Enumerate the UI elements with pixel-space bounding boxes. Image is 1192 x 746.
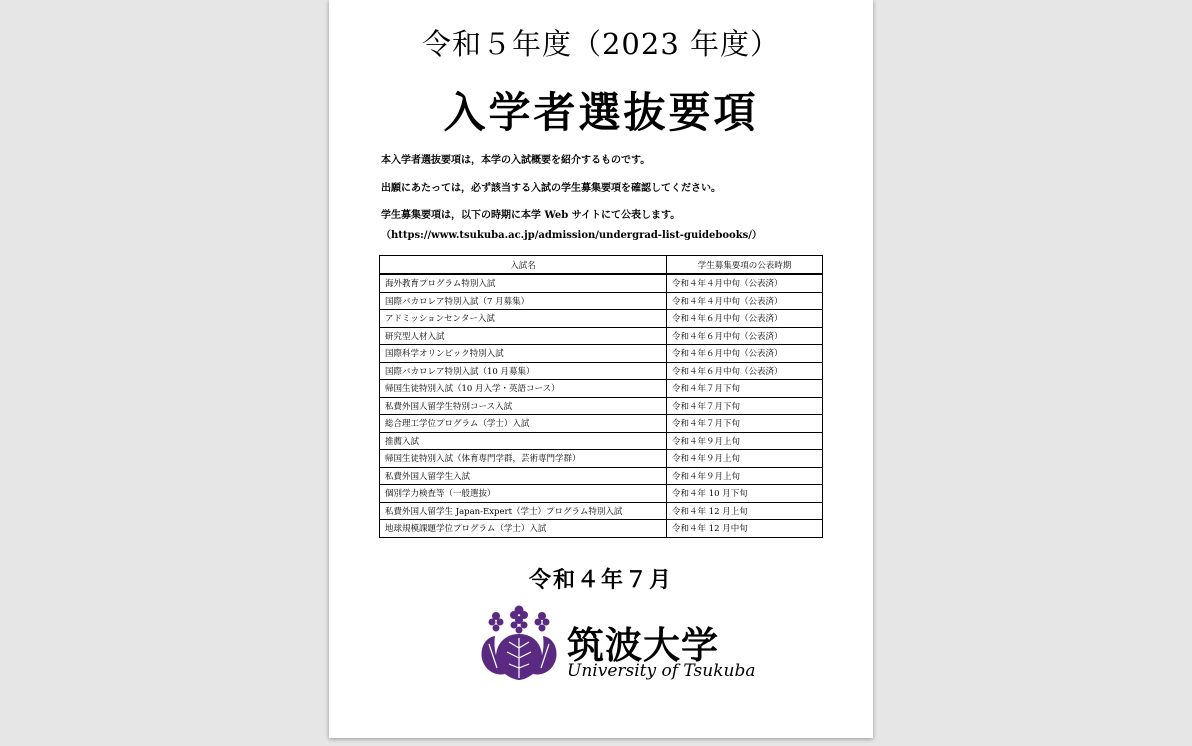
publish-time-cell: 令和４年６月中旬（公表済） bbox=[667, 345, 823, 363]
exam-name-cell: 国際科学オリンピック特別入試 bbox=[380, 345, 667, 363]
exam-name-cell: 私費外国人留学生 Japan-Expert（学士）プログラム特別入試 bbox=[380, 502, 667, 520]
document-page bbox=[329, 0, 873, 738]
exam-name-cell: 推薦入試 bbox=[380, 432, 667, 450]
publish-time-cell: 令和４年 12 月上旬 bbox=[667, 502, 823, 520]
table-row bbox=[380, 502, 823, 520]
publish-time-cell: 令和４年６月中旬（公表済） bbox=[667, 327, 823, 345]
publish-time-cell: 令和４年７月下旬 bbox=[667, 380, 823, 398]
table-row bbox=[380, 292, 823, 310]
publish-time-cell: 令和４年６月中旬（公表済） bbox=[667, 362, 823, 380]
publish-time-cell: 令和４年 10 月下旬 bbox=[667, 485, 823, 503]
university-logo bbox=[479, 601, 756, 685]
publish-time-cell: 令和４年４月中旬（公表済） bbox=[667, 292, 823, 310]
exam-name-cell: 総合理工学位プログラム（学士）入試 bbox=[380, 415, 667, 433]
table-row bbox=[380, 485, 823, 503]
publish-time-cell: 令和４年９月上旬 bbox=[667, 467, 823, 485]
exam-name-cell: 私費外国人留学生特別コース入試 bbox=[380, 397, 667, 415]
header-publish-time: 学生募集要項の公表時期 bbox=[667, 256, 823, 275]
intro-paragraph-1: 本入学者選抜要項は，本学の入試概要を紹介するものです。 bbox=[381, 155, 651, 166]
intro-paragraph-2: 出願にあたっては，必ず該当する入試の学生募集要項を確認してください。 bbox=[381, 183, 721, 194]
exam-name-cell: 個別学力検査等（一般選抜） bbox=[380, 485, 667, 503]
exam-name-cell: 国際バカロレア特別入試（10 月募集） bbox=[380, 362, 667, 380]
exam-name-cell: 帰国生徒特別入試（10 月入学・英語コース） bbox=[380, 380, 667, 398]
exam-name-cell: 私費外国人留学生入試 bbox=[380, 467, 667, 485]
table-row bbox=[380, 397, 823, 415]
guidebook-url: （https://www.tsukuba.ac.jp/admission/undergrad-list-guidebooks/） bbox=[381, 230, 762, 241]
intro-paragraph-3: 学生募集要項は，以下の時期に本学 Web サイトにて公表します。 bbox=[381, 210, 681, 221]
page-title: 入学者選抜要項 bbox=[443, 88, 759, 137]
publish-time-cell: 令和４年 12 月中旬 bbox=[667, 520, 823, 538]
table-header-row bbox=[380, 256, 823, 275]
exam-name-cell: 地球規模課題学位プログラム（学士）入試 bbox=[380, 520, 667, 538]
publish-time-cell: 令和４年６月中旬（公表済） bbox=[667, 310, 823, 328]
exam-name-cell: 国際バカロレア特別入試（7 月募集） bbox=[380, 292, 667, 310]
university-name-en: University of Tsukuba bbox=[567, 661, 756, 681]
exam-name-cell: 帰国生徒特別入試（体育専門学群，芸術専門学群） bbox=[380, 450, 667, 468]
schedule-table bbox=[379, 255, 823, 538]
publish-time-cell: 令和４年９月上旬 bbox=[667, 432, 823, 450]
table-row bbox=[380, 415, 823, 433]
exam-name-cell: アドミッションセンター入試 bbox=[380, 310, 667, 328]
university-name-jp: 筑波大学 bbox=[567, 623, 719, 667]
paulownia-crest-icon bbox=[479, 602, 559, 682]
title-year: 令和５年度（2023 年度） bbox=[421, 27, 781, 61]
exam-name-cell: 海外教育プログラム特別入試 bbox=[380, 274, 667, 292]
table-row bbox=[380, 520, 823, 538]
issue-date: 令和４年７月 bbox=[528, 567, 673, 593]
table-row bbox=[380, 310, 823, 328]
table-body bbox=[380, 274, 823, 537]
table-row bbox=[380, 380, 823, 398]
table-row bbox=[380, 432, 823, 450]
publish-time-cell: 令和４年４月中旬（公表済） bbox=[667, 274, 823, 292]
table-row bbox=[380, 450, 823, 468]
table-row bbox=[380, 467, 823, 485]
publish-time-cell: 令和４年９月上旬 bbox=[667, 450, 823, 468]
publish-time-cell: 令和４年７月下旬 bbox=[667, 415, 823, 433]
table-row bbox=[380, 274, 823, 292]
header-exam-name: 入試名 bbox=[380, 256, 667, 275]
table-row bbox=[380, 362, 823, 380]
table-row bbox=[380, 327, 823, 345]
table-row bbox=[380, 345, 823, 363]
publish-time-cell: 令和４年７月下旬 bbox=[667, 397, 823, 415]
exam-name-cell: 研究型人材入試 bbox=[380, 327, 667, 345]
